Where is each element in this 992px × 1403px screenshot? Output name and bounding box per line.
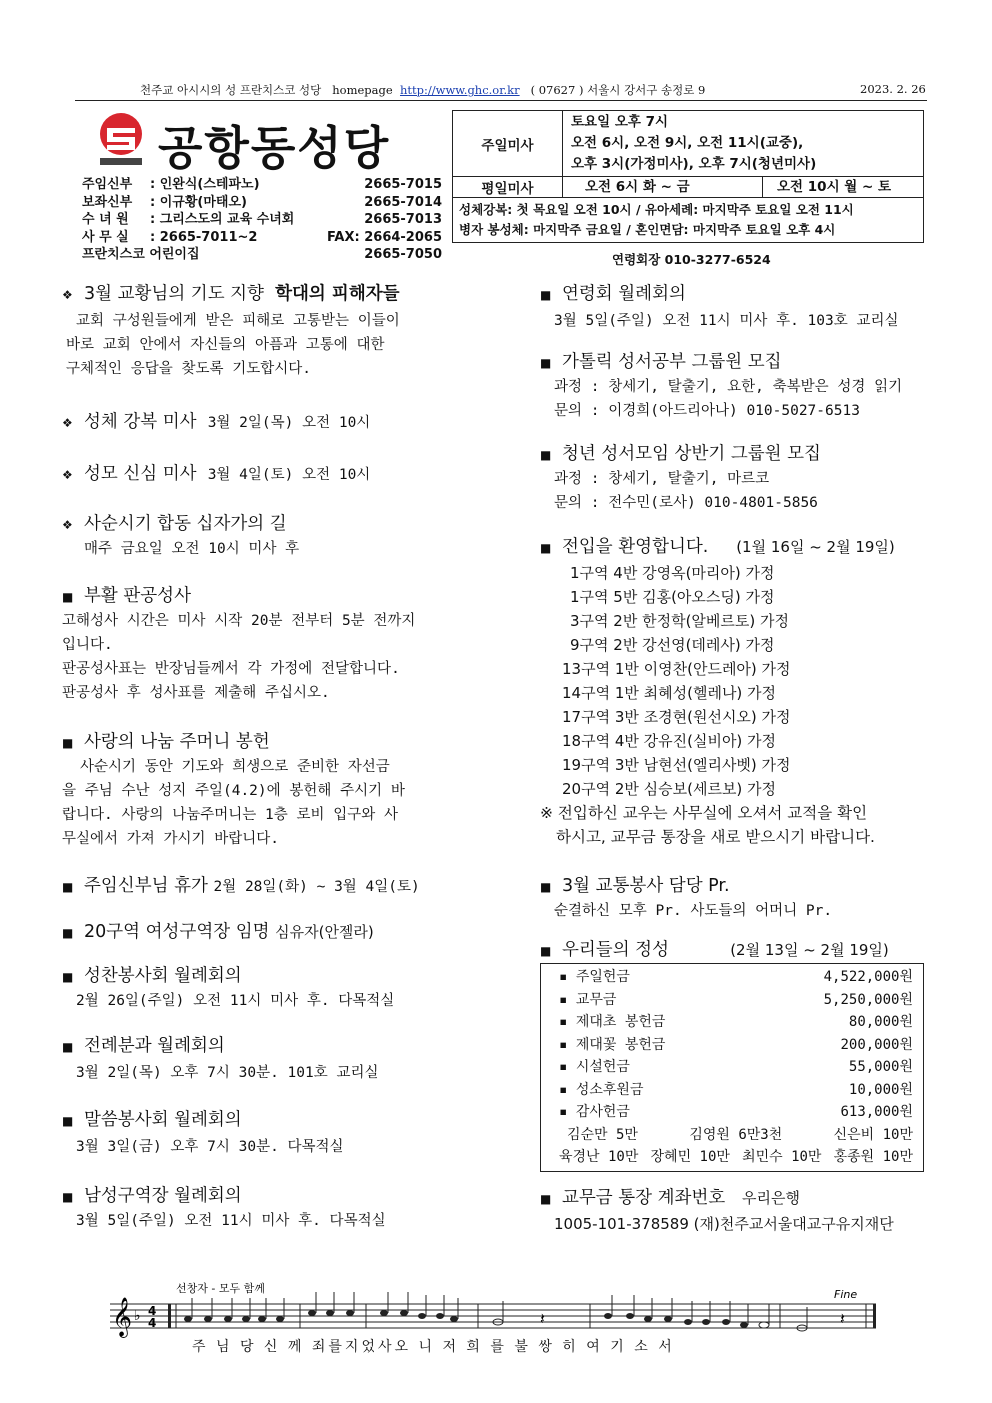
list-item: 1구역 4반 강영옥(마리아) 가정: [570, 564, 775, 582]
rest-icon: 𝄽: [540, 1309, 545, 1328]
notice-marian-mass: ❖ 성모 신심 미사 3월 4일(토) 오전 10시: [62, 464, 371, 484]
svg-text:4: 4: [148, 1316, 157, 1330]
notice-offerings: ■ 우리들의 정성 (2월 13일 ~ 2월 19일): [540, 940, 889, 960]
staff-row: 주임신부 : 인완식(스테파노) 2665-7015: [82, 177, 442, 192]
header-divider: [75, 100, 927, 101]
list-item: 19구역 3반 남현선(엘리사벳) 가정: [562, 756, 791, 774]
list-item: 13구역 1반 이영찬(안드레아) 가정: [562, 660, 791, 678]
sunday-mass-row: 주일미사 토요일 오후 7시 오전 6시, 오전 9시, 오전 11시(교중), 오후 3시(가정미사), 오후 7시(청년미사): [453, 111, 923, 177]
square-bullet-icon: ■: [540, 288, 552, 302]
square-bullet-icon: ■: [540, 541, 552, 555]
notice-eucharist-meeting: ■ 성찬봉사회 월례회의 2월 26일(주일) 오전 11시 미사 후. 다목적실: [62, 966, 395, 1009]
table-row: ▪ 주일헌금 4,522,000원: [559, 969, 913, 985]
score-fine: Fine: [834, 1288, 858, 1301]
list-item: 9구역 2반 강선영(데레사) 가정: [570, 636, 775, 654]
table-row: ▪ 제대초 봉헌금 80,000원: [559, 1014, 913, 1030]
newcomer-list: [540, 561, 895, 801]
table-row: ▪ 성소후원금 10,000원: [559, 1081, 913, 1098]
funeral-society-contact: 연령회장 010-3277-6524: [612, 252, 771, 267]
notice-bible-study: ■ 가톨릭 성서공부 그룹원 모집 과정 : 창세기, 탈출기, 요한, 축복받은 성경 읽기 문의 : 이경희(아드리아나) 010-5027-6513: [540, 352, 903, 419]
staff-row: 보좌신부 : 이규황(마태오) 2665-7014: [82, 194, 442, 210]
table-row: ▪ 교무금 5,250,000원: [559, 991, 913, 1008]
weekday-mass-row: 평일미사 오전 6시 화 ~ 금 오전 10시 월 ~ 토: [453, 177, 923, 198]
square-bullet-icon: ■: [540, 448, 552, 462]
score-lyrics: 주 님 당 신 께 죄를지었사오 니 저 희 를 불 쌍 히 여 기 소 서: [192, 1339, 675, 1355]
notice-youth-bible: ■ 청년 성서모임 상반기 그룹원 모집 과정 : 창세기, 탈출기, 마르코 문의 : 전수민(로사) 010-4801-5856: [540, 444, 821, 511]
notice-district-leader: ■ 20구역 여성구역장 임명 심유자(안젤라): [62, 922, 374, 942]
table-row: ▪ 시설헌금 55,000원: [559, 1059, 913, 1075]
notice-bank-account: ■ 교무금 통장 계좌번호 우리은행 1005-101-378589 (재)천주교서울대교구유지재단: [540, 1188, 894, 1233]
notice-pope-intention: ❖ 3월 교황님의 기도 지향 학대의 피해자들 교회 구성원들에게 받은 피해로 고통받는 이들이 바로 교회 안에서 자신들의 아픔과 고통에 대한 구체적인 응답을 찾도록 기도합시다.: [62, 284, 400, 377]
notice-welcome-newcomers: ■ 전입을 환영합니다. (1월 16일 ~ 2월 19일) 1구역 4반 강영옥(마리아) 가정 1구역 5반 김홍(아오스딩) 가정 3구역 2반 한정학(알베르토) 가정 9구역 2반 강선영(데레사) 가정 13구역 1반 이영찬(안드레아) 가정 14구역 1반 최혜성(헬레나) 가정 17구역 3반 조경현(원선시오) 가정 18구역 4반 강유진(실비아) 가정 19구역 3반 남현선(엘리사벳) 가정 20구역 2반 심승보(세르보) 가정 ※ 전입하신 교우는 사무실에 오셔서 교적을 확인 하시고, 교무금 통장을 새로 받으시기 바랍니다.: [540, 537, 895, 846]
mass-schedule-table: [452, 110, 924, 243]
staff-row: 프란치스코 어린이집 2665-7050: [82, 247, 442, 262]
church-logo-icon: [98, 112, 144, 166]
square-bullet-icon: ■: [540, 356, 552, 370]
diamond-bullet-icon: ❖: [62, 518, 73, 532]
svg-text:4: 4: [148, 1304, 157, 1318]
square-bullet-icon: ■: [62, 590, 74, 604]
sacrament-notes: 성체강복: 첫 목요일 오전 10시 / 유아세례: 마지막주 토요일 오전 11시 병자 봉성체: 마지막주 금요일 / 혼인면담: 마지막주 토요일 오후 4시: [459, 202, 854, 237]
square-bullet-icon: ■: [540, 880, 552, 894]
notice-easter-confession: ■ 부활 판공성사 고해성사 시간은 미사 시작 20분 전부터 5분 전까지 입니다. 판공성사표는 반장님들께서 각 가정에 전달합니다. 판공성사 후 성사표를 제출해 주십시오.: [62, 586, 416, 701]
square-bullet-icon: ■: [62, 1040, 74, 1054]
offerings-table: [540, 963, 924, 1172]
list-item: 18구역 4반 강유진(실비아) 가정: [562, 732, 777, 750]
notice-liturgy-meeting: ■ 전례분과 월례회의 3월 2일(목) 오후 7시 30분. 101호 교리실: [62, 1036, 379, 1081]
square-bullet-icon: ■: [62, 970, 74, 984]
issue-date: 2023. 2. 26: [860, 82, 926, 96]
square-bullet-icon: ■: [62, 880, 74, 894]
thanks-donors-row: 육경난 10만 장혜민 10만 최민수 10만 홍종원 10만: [559, 1149, 913, 1165]
homepage-link[interactable]: http://www.ghc.or.kr: [399, 83, 520, 97]
flat-sign-icon: ♭: [134, 1308, 141, 1324]
list-item: 14구역 1반 최혜성(헬레나) 가정: [562, 684, 777, 702]
table-row: ▪ 감사헌금 613,000원: [559, 1104, 913, 1120]
thanks-donors-row: 김순만 5만 김영원 6만3천 신은비 10만: [567, 1126, 913, 1143]
staff-row: 사 무 실 : 2665-7011~2 FAX: 2664-2065: [82, 229, 442, 245]
list-item: 20구역 2반 심승보(세르보) 가정: [562, 780, 777, 798]
square-bullet-icon: ■: [540, 1192, 552, 1206]
diamond-bullet-icon: ❖: [62, 468, 73, 482]
score-cue: 선창자 - 모두 함께: [176, 1282, 265, 1295]
treble-clef-icon: 𝄞: [112, 1297, 133, 1337]
header-info: 천주교 아시시의 성 프란치스코 성당 homepage http://www.ghc.or.kr ( 07627 ) 서울시 강서구 송정로 9: [140, 83, 706, 97]
diamond-bullet-icon: ❖: [62, 416, 73, 430]
notice-love-pouch: ■ 사랑의 나눔 주머니 봉헌 사순시기 동안 기도와 희생으로 준비한 자선금 을 주님 수난 성지 주일(4.2)에 봉헌해 주시기 바 랍니다. 사랑의 나눔주머니는 1층 로비 입구와 사 무실에서 가져 가시기 바랍니다.: [62, 732, 405, 847]
square-bullet-icon: ■: [62, 926, 74, 940]
notice-word-meeting: ■ 말씀봉사회 월례회의 3월 3일(금) 오후 7시 30분. 다목적실: [62, 1110, 344, 1155]
square-bullet-icon: ■: [540, 944, 552, 958]
list-item: 3구역 2반 한정학(알베르토) 가정: [570, 612, 789, 630]
notice-traffic-volunteer: ■ 3월 교통봉사 담당 Pr. 순결하신 모후 Pr. 사도들의 어머니 Pr.: [540, 876, 833, 919]
notice-pastor-vacation: ■ 주임신부님 휴가 2월 28일(화) ~ 3월 4일(토): [62, 876, 420, 896]
diamond-bullet-icon: ❖: [62, 288, 73, 302]
square-bullet-icon: ■: [62, 736, 74, 750]
page-title: 공항동성당: [158, 121, 391, 175]
notice-men-meeting: ■ 남성구역장 월례회의 3월 5일(주일) 오전 11시 미사 후. 다목적실: [62, 1186, 386, 1229]
staff-list: [82, 176, 442, 264]
list-item: 1구역 5반 김홍(아오스딩) 가정: [570, 588, 775, 606]
rest-icon: 𝄽: [840, 1309, 845, 1328]
list-item: 17구역 3반 조경현(원선시오) 가정: [562, 708, 791, 726]
notice-funeral-meeting: ■ 연령회 월례회의 3월 5일(주일) 오전 11시 미사 후. 103호 교리실: [540, 284, 899, 329]
square-bullet-icon: ■: [62, 1114, 74, 1128]
square-bullet-icon: ■: [62, 1190, 74, 1204]
notice-stations-of-cross: ❖ 사순시기 합동 십자가의 길 매주 금요일 오전 10시 미사 후: [62, 514, 300, 557]
notice-benediction-mass: ❖ 성체 강복 미사 3월 2일(목) 오전 10시: [62, 412, 371, 432]
table-row: ▪ 제대꽃 봉헌금 200,000원: [559, 1036, 913, 1053]
staff-row: 수 녀 원 : 그리스도의 교육 수녀회 2665-7013: [82, 212, 442, 227]
